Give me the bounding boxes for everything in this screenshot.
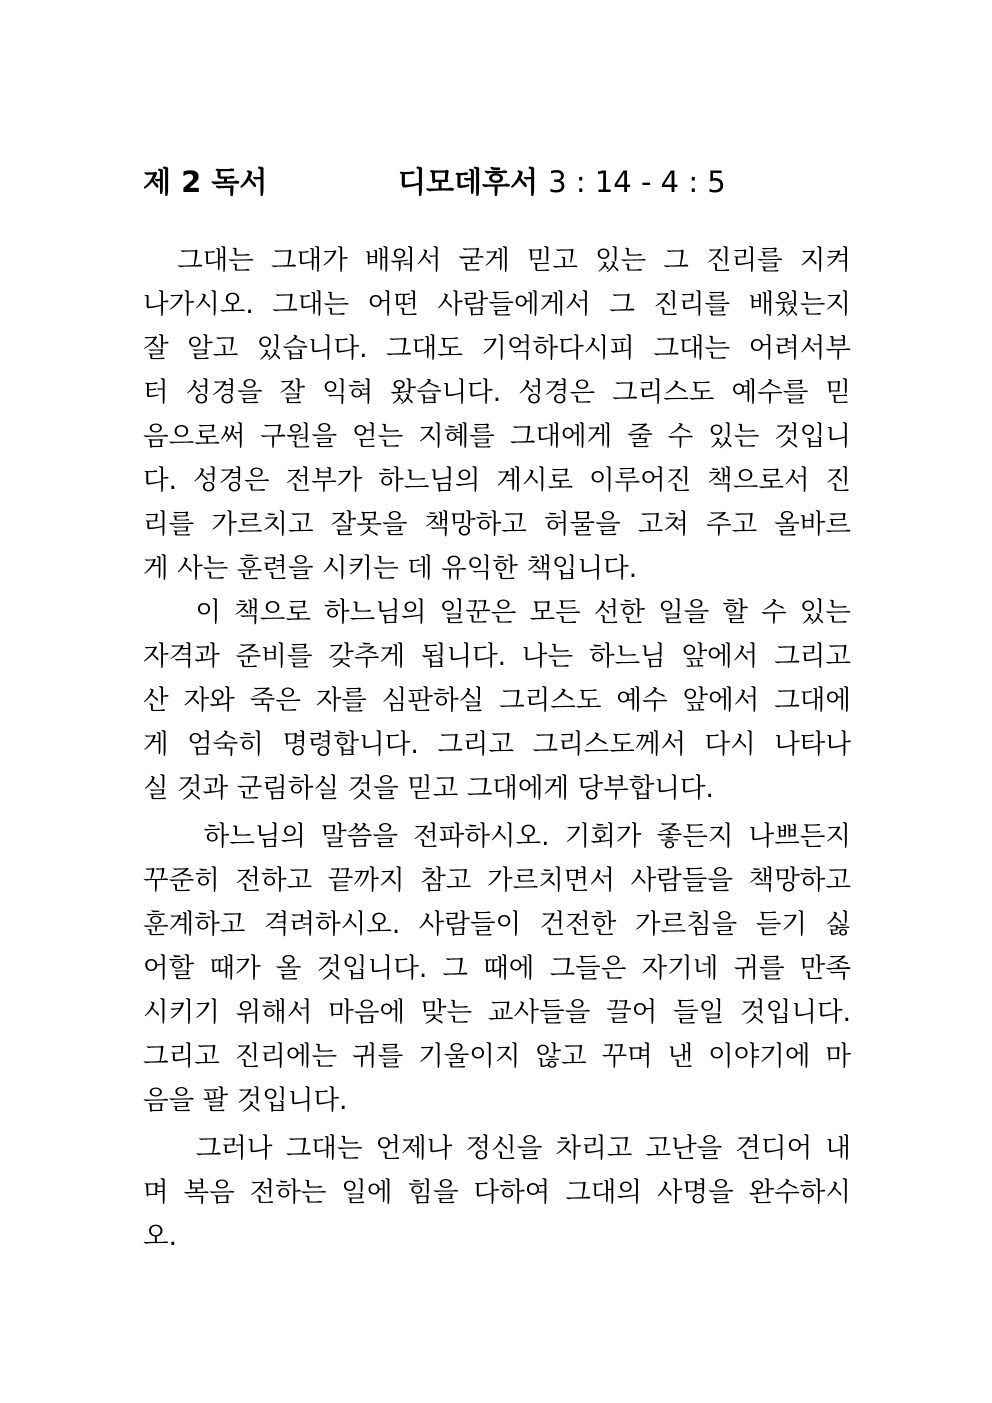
text-line: 산 자와 죽은 자를 심판하실 그리스도 예수 앞에서 그대에 [143,685,851,716]
paragraph [143,591,851,811]
text-line: 오. [143,1221,178,1252]
text-line: 시키기 위해서 마음에 맞는 교사들을 끌어 들일 것입니다. [143,997,851,1028]
paragraph [143,815,851,1123]
book-name: 디모데후서 [398,165,539,199]
text-line: 리를 가르치고 잘못을 책망하고 허물을 고쳐 주고 올바르 [143,509,851,540]
paragraph [143,239,851,591]
reading-body [143,239,851,1259]
text-line: 잘 알고 있습니다. 그대도 기억하다시피 그대는 어려서부 [143,333,851,364]
scripture-reference [398,158,726,206]
text-line: 실 것과 군림하실 것을 믿고 그대에게 당부합니다. [143,773,714,804]
text-line: 며 복음 전하는 일에 힘을 다하여 그대의 사명을 완수하시 [143,1177,851,1208]
text-line: 다. 성경은 전부가 하느님의 계시로 이루어진 책으로서 진 [143,465,851,496]
text-line: 자격과 준비를 갖추게 됩니다. 나는 하느님 앞에서 그리고 [143,641,851,672]
text-line: 터 성경을 잘 익혀 왔습니다. 성경은 그리스도 예수를 믿 [143,377,851,408]
text-line: 그러나 그대는 언제나 정신을 차리고 고난을 견디어 내 [143,1133,851,1164]
text-line: 음으로써 구원을 얻는 지혜를 그대에게 줄 수 있는 것입니 [143,421,851,452]
text-line: 꾸준히 전하고 끝까지 참고 가르치면서 사람들을 책망하고 [143,865,851,896]
reading-heading [143,158,853,206]
text-line: 어할 때가 올 것입니다. 그 때에 그들은 자기네 귀를 만족 [143,953,851,984]
text-line: 훈계하고 격려하시오. 사람들이 건전한 가르침을 듣기 싫 [143,909,851,940]
reading-label: 제 2 독서 [143,165,268,199]
chapter-verse: 3 : 14 - 4 : 5 [548,165,726,199]
text-line: 음을 팔 것입니다. [143,1085,348,1116]
text-line: 이 책으로 하느님의 일꾼은 모든 선한 일을 할 수 있는 [143,597,851,628]
text-line: 나가시오. 그대는 어떤 사람들에게서 그 진리를 배웠는지 [143,289,851,320]
text-line: 그리고 진리에는 귀를 기울이지 않고 꾸며 낸 이야기에 마 [143,1041,851,1072]
paragraph [143,1127,851,1259]
text-line: 그대는 그대가 배워서 굳게 믿고 있는 그 진리를 지켜 [143,245,851,276]
text-line: 하느님의 말씀을 전파하시오. 기회가 좋든지 나쁘든지 [143,821,851,852]
text-line: 게 엄숙히 명령합니다. 그리고 그리스도께서 다시 나타나 [143,729,851,760]
text-line: 게 사는 훈련을 시키는 데 유익한 책입니다. [143,553,638,584]
